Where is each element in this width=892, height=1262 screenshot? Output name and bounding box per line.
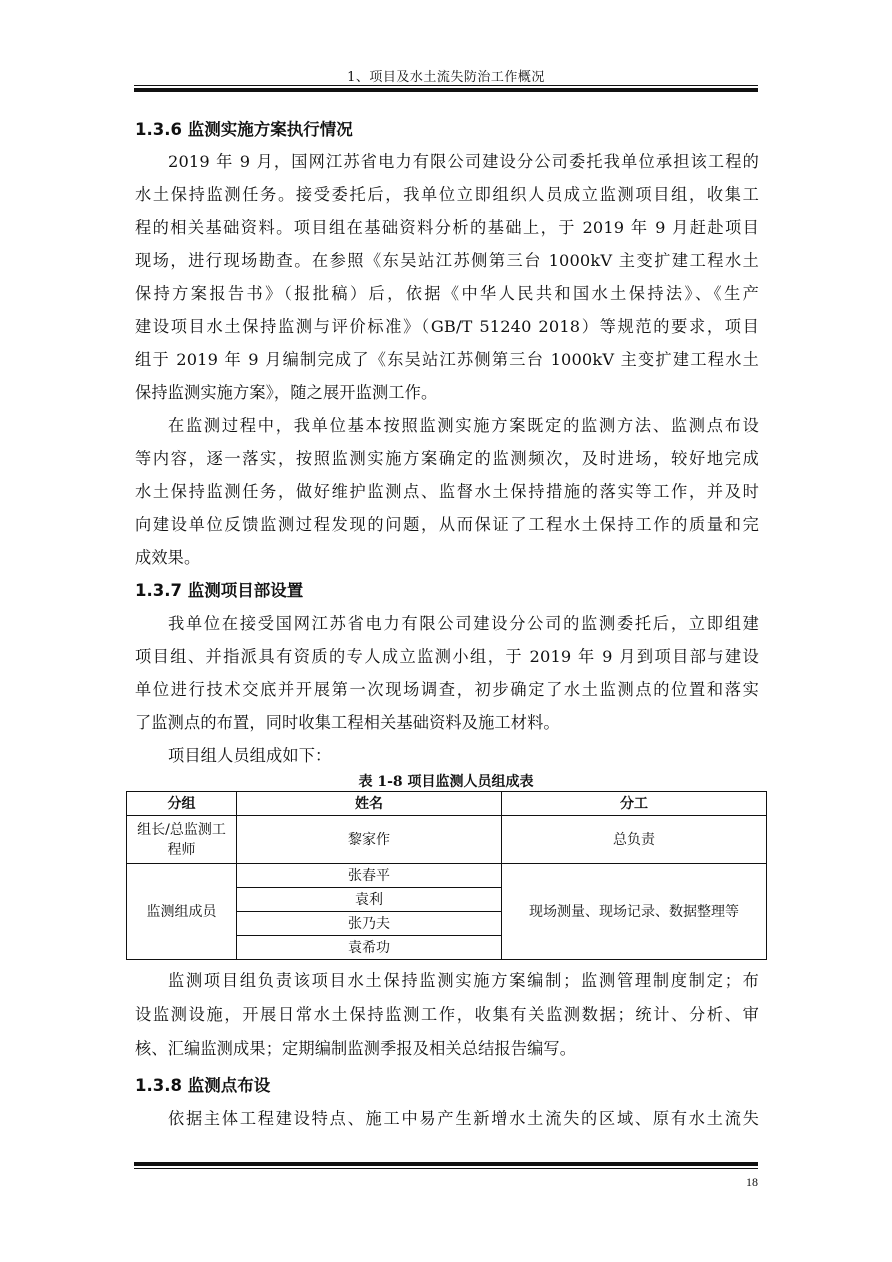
member-name: 袁希功: [237, 936, 502, 960]
paragraph-line: 保持方案报告书》（报批稿）后，依据《中华人民共和国水土保持法》、《生产: [135, 284, 759, 303]
header-name: 姓名: [237, 792, 502, 816]
paragraph-line: 建设项目水土保持监测与评价标准》（GB/T 51240 2018）等规范的要求，项目: [135, 317, 759, 336]
leader-duty: 总负责: [502, 816, 767, 864]
paragraph-line: 项目组、并指派具有资质的专人成立监测小组，于 2019 年 9 月到项目部与建设: [135, 647, 759, 666]
paragraph-line: 依据主体工程建设特点、施工中易产生新增水土流失的区域、原有水土流失: [168, 1109, 759, 1128]
members-table: [126, 791, 767, 960]
paragraph-line: 了监测点的布置，同时收集工程相关基础资料及施工材料。: [135, 713, 560, 732]
paragraph-line: 水土保持监测任务。接受委托后，我单位立即组织人员成立监测项目组，收集工: [135, 185, 759, 204]
paragraph-line: 保持监测实施方案》，随之展开监测工作。: [135, 383, 438, 402]
paragraph-line: 现场，进行现场勘查。在参照《东吴站江苏侧第三台 1000kV 主变扩建工程水土: [135, 251, 759, 270]
member-name: 张乃夫: [237, 912, 502, 936]
header-duty: 分工: [502, 792, 767, 816]
section-heading-1-3-7: 1.3.7 监测项目部设置: [135, 581, 304, 600]
member-name: 张春平: [237, 864, 502, 888]
header-rule-thick: [134, 88, 758, 92]
paragraph-line: 设监测设施，开展日常水土保持监测工作，收集有关监测数据；统计、分析、审: [135, 1005, 759, 1024]
table-caption: 表 1-8 项目监测人员组成表: [358, 774, 534, 790]
paragraph-line: 单位进行技术交底并开展第一次现场调查，初步确定了水土监测点的位置和落实: [135, 680, 759, 699]
member-name: 袁利: [237, 888, 502, 912]
page-number: 18: [746, 1175, 758, 1189]
paragraph-line: 我单位在接受国网江苏省电力有限公司建设分公司的监测委托后，立即组建: [168, 614, 759, 633]
header-rule-thin: [134, 85, 758, 86]
table-header-row: [127, 792, 767, 816]
paragraph-line: 向建设单位反馈监测过程发现的问题，从而保证了工程水土保持工作的质量和完: [135, 515, 759, 534]
paragraph-line: 监测项目组负责该项目水土保持监测实施方案编制；监测管理制度制定；布: [168, 971, 759, 990]
paragraph-line: 程的相关基础资料。项目组在基础资料分析的基础上，于 2019 年 9 月赶赴项目: [135, 218, 759, 237]
footer-rule-thick: [134, 1162, 758, 1166]
table-row: [127, 816, 767, 864]
members-duty: 现场测量、现场记录、数据整理等: [502, 864, 767, 960]
table-row: [127, 864, 767, 888]
paragraph-line: 核、汇编监测成果；定期编制监测季报及相关总结报告编写。: [135, 1039, 577, 1058]
header-group: 分组: [127, 792, 237, 816]
paragraph-line: 组于 2019 年 9 月编制完成了《东吴站江苏侧第三台 1000kV 主变扩建工程水土: [135, 350, 759, 369]
paragraph-line: 项目组人员组成如下：: [168, 746, 332, 765]
paragraph-line: 2019 年 9 月，国网江苏省电力有限公司建设分公司委托我单位承担该工程的: [168, 152, 759, 171]
leader-name: 黎家作: [237, 816, 502, 864]
members-group: 监测组成员: [127, 864, 237, 960]
paragraph-line: 水土保持监测任务，做好维护监测点、监督水土保持措施的落实等工作，并及时: [135, 482, 759, 501]
footer-rule-thin: [134, 1168, 758, 1169]
section-heading-1-3-8: 1.3.8 监测点布设: [135, 1076, 271, 1095]
paragraph-line: 成效果。: [135, 548, 201, 567]
leader-group: 组长/总监测工程师: [137, 821, 226, 858]
paragraph-line: 等内容，逐一落实，按照监测实施方案确定的监测频次，及时进场，较好地完成: [135, 449, 759, 468]
paragraph-line: 在监测过程中，我单位基本按照监测实施方案既定的监测方法、监测点布设: [168, 416, 759, 435]
section-heading-1-3-6: 1.3.6 监测实施方案执行情况: [135, 120, 353, 139]
running-header: 1、项目及水土流失防治工作概况: [347, 70, 545, 85]
leader-group-cell: [127, 816, 237, 864]
